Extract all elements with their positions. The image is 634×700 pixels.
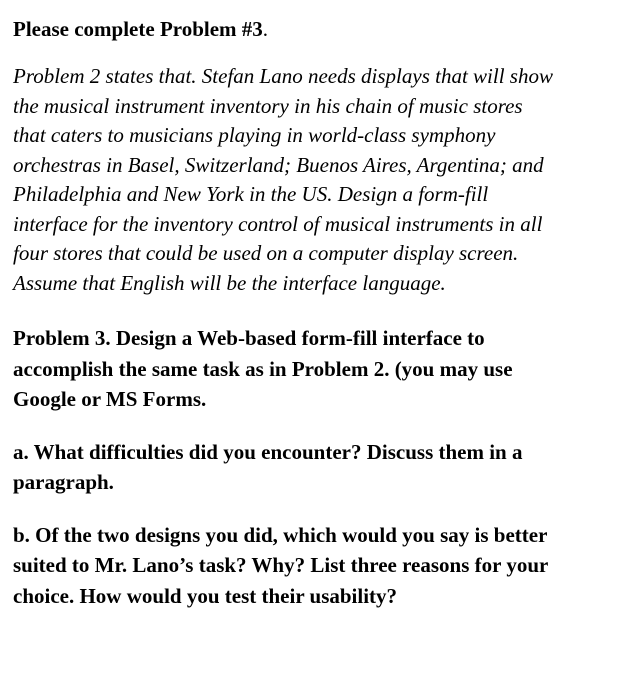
problem-2-line: Philadelphia and New York in the US. Design a form-fill bbox=[13, 182, 489, 206]
document-page bbox=[13, 14, 625, 633]
instruction-heading bbox=[13, 14, 625, 44]
question-b-line: choice. How would you test their usability? bbox=[13, 583, 398, 608]
question-a-line: paragraph. bbox=[13, 470, 114, 494]
problem-2-line: orchestras in Basel, Switzerland; Buenos Aires, Argentina; and bbox=[13, 152, 544, 177]
question-a bbox=[13, 437, 625, 498]
instruction-heading-text: Please complete Problem #3 bbox=[13, 17, 263, 41]
problem-3-line: accomplish the same task as in Problem 2. (you may use bbox=[13, 356, 513, 381]
problem-3-line: Problem 3. Design a Web-based form-fill interface to bbox=[13, 326, 485, 350]
problem-2-line: that caters to musicians playing in world-class symphony bbox=[13, 123, 496, 147]
instruction-heading-period: . bbox=[262, 17, 269, 41]
problem-2-line: interface for the inventory control of musical instruments in all bbox=[13, 211, 543, 236]
problem-2-description bbox=[13, 62, 625, 298]
problem-3-statement bbox=[13, 323, 625, 415]
question-b-line: suited to Mr. Lano’s task? Why? List three reasons for your bbox=[13, 553, 549, 577]
problem-3-line: Google or MS Forms. bbox=[13, 387, 207, 411]
question-b bbox=[13, 520, 625, 612]
question-a-line: a. What difficulties did you encounter? Discuss them in a bbox=[13, 439, 523, 464]
problem-2-line: four stores that could be used on a computer display screen. bbox=[13, 241, 519, 265]
problem-2-line: Assume that English will be the interface language. bbox=[13, 270, 446, 295]
problem-2-line: Problem 2 states that. Stefan Lano needs displays that will show bbox=[13, 64, 553, 88]
question-b-line: b. Of the two designs you did, which would you say is better bbox=[13, 522, 548, 547]
problem-2-line: the musical instrument inventory in his chain of music stores bbox=[13, 93, 523, 118]
